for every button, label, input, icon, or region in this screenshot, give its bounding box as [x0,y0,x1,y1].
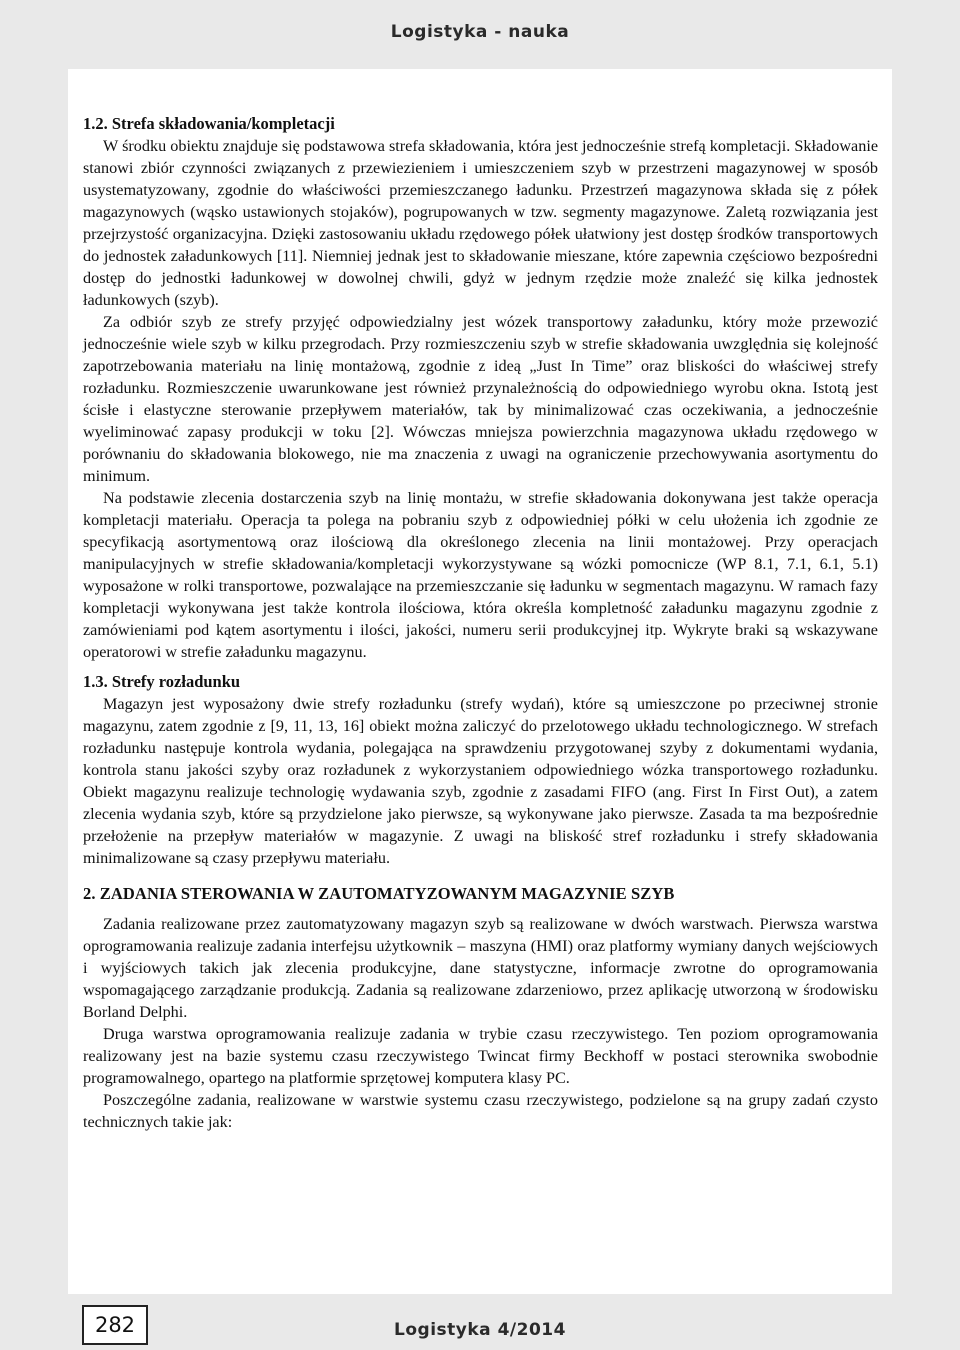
article-body [83,113,878,1133]
page-sheet [68,69,892,1294]
paragraph: Za odbiór szyb ze strefy przyjęć odpowiedzialny jest wózek transportowy załadunku, który może przewozić jednocześnie wiele szyb w kilku przegrodach. Przy rozmieszczeniu szyb w strefie składowania uwzględnia się kolejność zapotrzebowania materiału na linię montażową, zgodnie z ideą „Just In Time” oraz bliskości do właściwej strefy rozładunku. Rozmieszczenie uwarunkowane jest również przynależnością do odpowiedniego wyrobu okna. Istotą jest ścisłe i elastyczne sterowanie przepływem materiałów, tak by minimalizować czas oczekiwania, a jednocześnie wyeliminować zapasy produkcji w toku [2]. Wówczas mniejsza powierzchnia magazynowa układu rzędowego w porównaniu do składowania blokowego, nie ma znaczenia z uwagi na ograniczenie przechowywania asortymentu do minimum. [83,313,878,485]
section-heading-1-3: 1.3. Strefy rozładunku [83,672,241,691]
paragraph: Na podstawie zlecenia dostarczenia szyb na linię montażu, w strefie składowania dokonywana jest także operacja kompletacji materiału. Operacja ta polega na pobraniu szyb z odpowiedniej półki w celu ułożenia ich zgodnie ze specyfikacją asortymentową oraz ilościową dla określonego zlecenia na linii montażowej. Przy operacjach manipulacyjnych w strefie składowania/kompletacji wykorzystywane są wózki pomocnicze (WP 8.1, 7.1, 6.1, 5.1) wyposażone w rolki transportowe, pozwalające na przemieszczanie się ładunku w segmentach magazynu. W ramach fazy kompletacji wykonywana jest także kontrola ilościowa, która określa kompletność załadunku magazynu zgodnie z zamówieniami pod kątem asortymentu i ilości, jakości, numeru serii produkcyjnej itp. Wykryte braki są wskazywane operatorowi w strefie załadunku magazynu. [83,489,878,661]
paragraph: Druga warstwa oprogramowania realizuje zadania w trybie czasu rzeczywistego. Ten poziom oprogramowania realizowany jest na bazie systemu czasu rzeczywistego Twincat firmy Beckhoff w postaci sterownika swobodnie programowalnego, opartego na platformie sprzętowej komputera klasy PC. [83,1025,878,1087]
running-header: Logistyka - nauka [390,22,570,42]
paragraph: Zadania realizowane przez zautomatyzowany magazyn szyb są realizowane w dwóch warstwach. Pierwsza warstwa oprogramowania realizuje zadania interfejsu użytkownik – maszyna (HMI) oraz platformy wymiany danych wejściowych i wyjściowych takich jak zlecenia produkcyjne, dane statystyczne, informacje zwrotne do oprogramowania wspomagającego zarządzanie produkcją. Zadania są realizowane zdarzeniowo, przez aplikację utworzoną w środowisku Borland Delphi. [83,915,878,1021]
journal-title: Logistyka 4/2014 [394,1320,566,1340]
paragraph: Poszczególne zadania, realizowane w warstwie systemu czasu rzeczywistego, podzielone są na grupy zadań czysto technicznych takie jak: [83,1091,878,1131]
page-footer [68,1294,892,1350]
section-heading-2: 2. ZADANIA STEROWANIA W ZAUTOMATYZOWANYM MAGAZYNIE SZYB [83,884,675,903]
paragraph: Magazyn jest wyposażony dwie strefy rozładunku (strefy wydań), które są umieszczone po przeciwnej stronie magazynu, zatem zgodnie z [9, 11, 13, 16] obiekt można zaliczyć do przelotowego układu technologicznego. W strefach rozładunku następuje kontrola wydania, polegająca na sprawdzeniu przygotowanej szyby z dokumentami wydania, kontrola stanu jakości szyby oraz rozładunek z wykorzystaniem odpowiedniego wózka transportowego rozładunku. Obiekt magazynu realizuje technologię wydawania szyb, zgodnie z zasadami FIFO (ang. First In First Out), a zatem zlecenia wydania szyb, które są przydzielone jako pierwsze, są wykonywane jako pierwsze. Zasada ta ma bezpośrednie przełożenie na przepływ materiałów w magazynie. Z uwagi na bliskość stref rozładunku i strefy składowania minimalizowane są czasy przepływu materiału. [83,695,878,867]
paragraph: W środku obiektu znajduje się podstawowa strefa składowania, która jest jednocześnie strefą kompletacji. Składowanie stanowi zbiór czynności związanych z przewiezieniem i umieszczeniem szyb w przestrzeni magazynowej w sposób usystematyzowany, zgodnie do właściwości przemieszczanego ładunku. Przestrzeń magazynowa składa się z półek magazynowych (wąsko ustawionych stojaków), pogrupowanych w tzw. segmenty magazynowe. Zaletą rozwiązania jest przejrzystość organizacyjna. Dzięki zastosowaniu układu rzędowego półek ułatwiony jest dostęp środków transportowych do jednostek załadunkowych [11]. Niemniej jednak jest to składowanie mieszane, które zapewnia częściowo bezpośredni dostęp do jednostki ładunkowej w dowolnej chwili, gdyż w jednym rzędzie może znaleźć się kilka jednostek ładunkowych (szyb). [83,137,878,309]
section-heading-1-2: 1.2. Strefa składowania/kompletacji [83,114,335,133]
page-number: 282 [82,1305,148,1345]
